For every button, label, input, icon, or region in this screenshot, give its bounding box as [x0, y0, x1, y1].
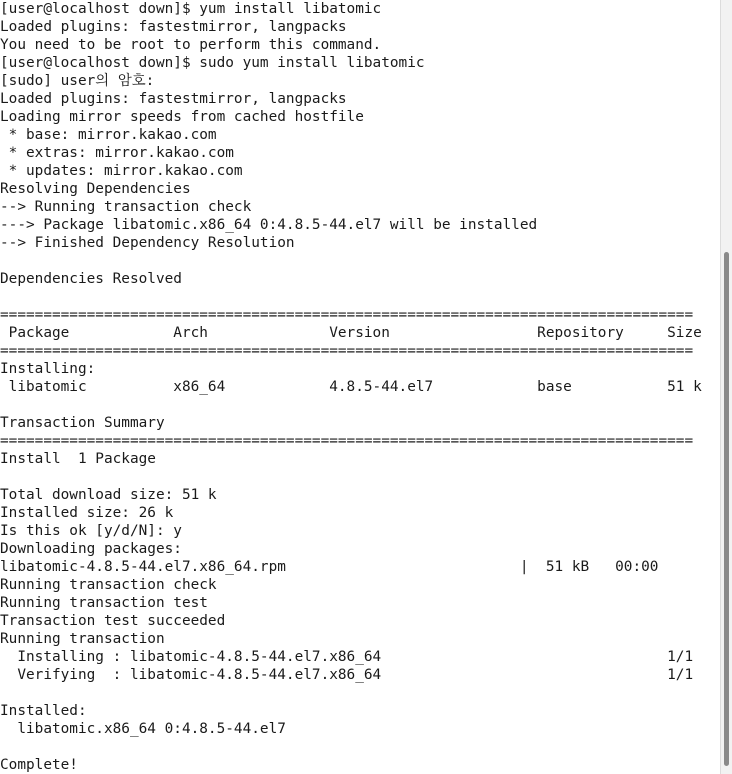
terminal-line: [user@localhost down]$ yum install libatomic — [0, 1, 382, 17]
terminal-line: * updates: mirror.kakao.com — [0, 163, 243, 179]
terminal-line: Loading mirror speeds from cached hostfile — [0, 109, 364, 125]
terminal-line — [0, 468, 720, 486]
terminal-line: Running transaction test — [0, 595, 208, 611]
terminal-line: Install 1 Package — [0, 451, 156, 467]
terminal-line: --> Running transaction check — [0, 199, 252, 215]
table-separator: ================================================================================ — [0, 307, 694, 323]
terminal-line — [0, 288, 720, 306]
table-separator: ================================================================================ — [0, 343, 694, 359]
terminal-line: Running transaction check — [0, 577, 217, 593]
terminal-line: libatomic-4.8.5-44.el7.x86_64.rpm | 51 kB 00:00 — [0, 559, 659, 575]
terminal-line — [0, 738, 720, 756]
terminal-line — [0, 396, 720, 414]
terminal-line: * base: mirror.kakao.com — [0, 127, 217, 143]
terminal-line: [sudo] user의 암호: — [0, 73, 155, 89]
scrollbar-thumb[interactable] — [724, 252, 729, 766]
terminal-line: Complete! — [0, 757, 78, 773]
table-header: Package Arch Version Repository Size — [0, 325, 702, 341]
terminal-line — [0, 252, 720, 270]
terminal-line: Installed size: 26 k — [0, 505, 174, 521]
terminal-line: Transaction Summary — [0, 415, 165, 431]
terminal-line: Is this ok [y/d/N]: y — [0, 523, 182, 539]
terminal-line: Resolving Dependencies — [0, 181, 191, 197]
table-separator: ================================================================================ — [0, 433, 694, 449]
terminal-line: Installing : libatomic-4.8.5-44.el7.x86_64 1/1 — [0, 649, 694, 665]
terminal-line: Verifying : libatomic-4.8.5-44.el7.x86_64 1/1 — [0, 667, 694, 683]
terminal-line: You need to be root to perform this command. — [0, 37, 382, 53]
terminal-line: Downloading packages: — [0, 541, 182, 557]
terminal-line: Installing: — [0, 361, 96, 377]
terminal-line: Dependencies Resolved — [0, 271, 182, 287]
terminal-line — [0, 684, 720, 702]
terminal-line: Transaction test succeeded — [0, 613, 226, 629]
terminal-line: [user@localhost down]$ sudo yum install libatomic — [0, 55, 425, 71]
terminal-line: libatomic.x86_64 0:4.8.5-44.el7 — [0, 721, 286, 737]
terminal-line: Loaded plugins: fastestmirror, langpacks — [0, 91, 347, 107]
vertical-scrollbar[interactable] — [720, 0, 732, 774]
terminal-line: Running transaction — [0, 631, 165, 647]
terminal-line: Total download size: 51 k — [0, 487, 217, 503]
terminal-line: Installed: — [0, 703, 87, 719]
terminal-line: ---> Package libatomic.x86_64 0:4.8.5-44.el7 will be installed — [0, 217, 538, 233]
terminal-line: * extras: mirror.kakao.com — [0, 145, 234, 161]
terminal-line: --> Finished Dependency Resolution — [0, 235, 295, 251]
table-row: libatomic x86_64 4.8.5-44.el7 base 51 k — [0, 379, 702, 395]
terminal-line: Loaded plugins: fastestmirror, langpacks — [0, 19, 347, 35]
